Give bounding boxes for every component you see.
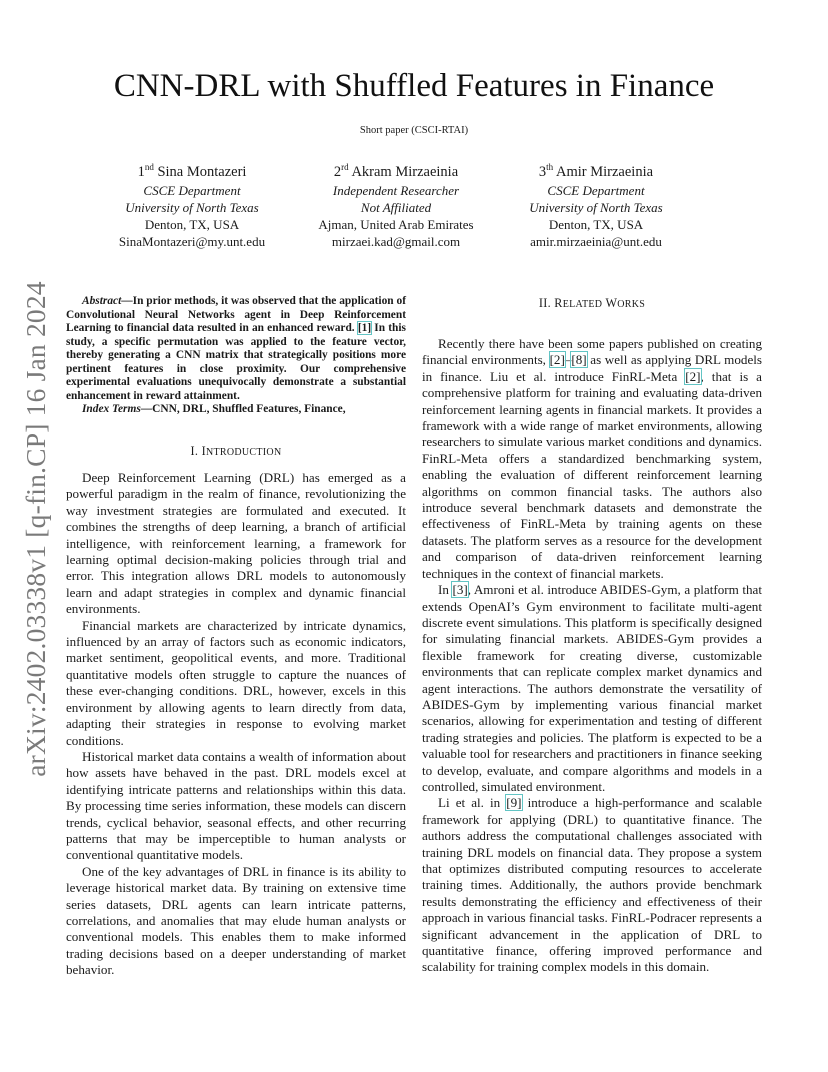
author-affiliation: University of North Texas <box>529 200 663 215</box>
section-heading-introduction: I. INTRODUCTION <box>190 444 282 458</box>
section-heading-related-works: II. RELATED WORKS <box>538 296 646 310</box>
author-location: Denton, TX, USA <box>144 217 240 232</box>
author-department: CSCE Department <box>547 183 645 198</box>
author-email: amir.mirzaeinia@unt.edu <box>530 234 662 249</box>
paragraph: In [3], Amroni et al. introduce ABIDES-Gym, a platform that extends OpenAI’s Gym environment to facilitate multi-agent discrete event simulations. This platform is specifically designed for simulating financial markets. ABIDES-Gym provides a flexible framework for creating diverse, customizable environments that can replicate complex market dynamics and agent interactions. The authors demonstrate the versatility of ABIDES-Gym by implementing various financial market scenarios, allowing for experimentation and testing of different trading strategies and policies. The platform is expected to be a valuable tool for researchers and practitioners in finance seeking to develop, evaluate, and compare algorithms and models in a controlled, simulated environment. <box>422 582 762 794</box>
citation-link[interactable]: [1] <box>357 322 372 334</box>
author-location: Ajman, United Arab Emirates <box>318 217 474 232</box>
author-block-1 <box>77 162 307 250</box>
arxiv-identifier-stamp <box>14 281 58 777</box>
paragraph: Historical market data contains a wealth of information about how assets have behaved in the past. DRL models excel at identifying intricate patterns and relationships within this data. By processing time series information, these models can discern trends, cyclical behavior, seasonal effects, and other recurring patterns that may be imperceptible to human analysts or conventional quantitative models. <box>66 748 406 863</box>
index-terms-label: Index Terms <box>82 403 141 415</box>
author-location: Denton, TX, USA <box>548 217 644 232</box>
citation-link[interactable]: [3] <box>452 582 468 598</box>
paragraph: One of the key advantages of DRL in finance is its ability to leverage historical market data. By training on extensive time series datasets, DRL agents can learn intricate patterns, correlations, and anomalies that may elude human analysts or conventional models. This enables them to make informed trading decisions based on a deeper understanding of market behavior. <box>66 863 406 978</box>
index-terms: Index Terms—CNN, DRL, Shuffled Features, Finance, <box>82 403 346 415</box>
citation-link[interactable]: [2] <box>685 368 701 384</box>
paper-subtitle: Short paper (CSCI-RTAI) <box>359 125 469 136</box>
author-block-3 <box>481 162 711 250</box>
abstract-label: Abstract <box>82 295 122 307</box>
paragraph: Financial markets are characterized by intricate dynamics, influenced by an array of factors such as economic indicators, market sentiment, geopolitical events, and more. Traditional quantitative models often struggle to capture the nuances of these ever-changing conditions. DRL, however, excels in this environment by allowing agents to learn directly from data, adapting their strategies in response to evolving market conditions. <box>66 617 406 748</box>
paragraph: Li et al. in [9] introduce a high-performance and scalable framework for applying (DRL) to quantitative finance. The authors address the computational challenges associated with training DRL models on financial data. They propose a system that optimizes distributed computing resources to accelerate training times. Additionally, the authors provide benchmark results demonstrating the efficiency and effectiveness of their approach in various financial tasks. FinRL-Podracer represents a significant advancement in the application of DRL to quantitative finance, offering improved performance and scalability for training complex models in this domain. <box>422 795 762 975</box>
author-affiliation: University of North Texas <box>125 200 259 215</box>
author-email: mirzaei.kad@gmail.com <box>331 234 461 249</box>
author-affiliation: Not Affiliated <box>360 200 432 215</box>
citation-link[interactable]: [8] <box>571 352 587 368</box>
abstract <box>66 295 406 417</box>
author-email: SinaMontazeri@my.unt.edu <box>118 234 266 249</box>
author-block-2 <box>281 162 511 250</box>
author-name: 1nd Sina Montazeri <box>137 162 247 180</box>
author-name: 3th Amir Mirzaeinia <box>538 162 654 180</box>
citation-link[interactable]: [9] <box>506 795 522 811</box>
author-department: CSCE Department <box>143 183 241 198</box>
paper-title: CNN-DRL with Shuffled Features in Finance <box>113 68 715 104</box>
arxiv-identifier-text: arXiv:2402.03338v1 [q-fin.CP] 16 Jan 2024 <box>20 281 51 777</box>
introduction-body <box>66 470 406 979</box>
paragraph: Deep Reinforcement Learning (DRL) has emerged as a powerful paradigm in the realm of finance, revolutionizing the way investment strategies are formulated and executed. It combines the strengths of deep learning, a branch of artificial intelligence, with reinforcement learning, a framework for learning optimal decision-making policies through trial and error. This integration allows DRL models to autonomously learn and adapt strategies in complex and dynamic financial environments. <box>66 470 406 617</box>
related-works-body <box>422 336 762 976</box>
author-department: Independent Researcher <box>332 183 460 198</box>
citation-link[interactable]: [2] <box>549 352 565 368</box>
abstract-paragraph: Abstract—In prior methods, it was observed that the application of Convolutional Neural Networks agent in Deep Reinforcement Learning to financial data resulted in an enhanced reward. [1] In this study, a specific permutation was applied to the feature vector, thereby generating a CNN matrix that strategically positions more pertinent features in close proximity. Our comprehensive experimental evaluations unequivocally demonstrate a substantial enhancement in reward attainment. <box>66 295 406 402</box>
author-name: 2rd Akram Mirzaeinia <box>333 162 459 180</box>
paragraph: Recently there have been some papers published on creating financial environments, [2]–[8] as well as applying DRL models in finance. Liu et al. introduce FinRL-Meta [2], that is a comprehensive platform for training and evaluating data-driven reinforcement learning agents in financial markets. It provides a framework with a wide range of market environments, allowing researchers to simulate various market conditions and dynamics. FinRL-Meta offers a standardized benchmarking system, enabling the evaluation of different reinforcement learning algorithms on common financial tasks. The authors also introduce several benchmark datasets and demonstrate the effectiveness of FinRL-Meta by training agents on these datasets. The platform serves as a resource for the development and comparison of data-driven reinforcement learning techniques in the context of financial markets. <box>422 336 762 581</box>
